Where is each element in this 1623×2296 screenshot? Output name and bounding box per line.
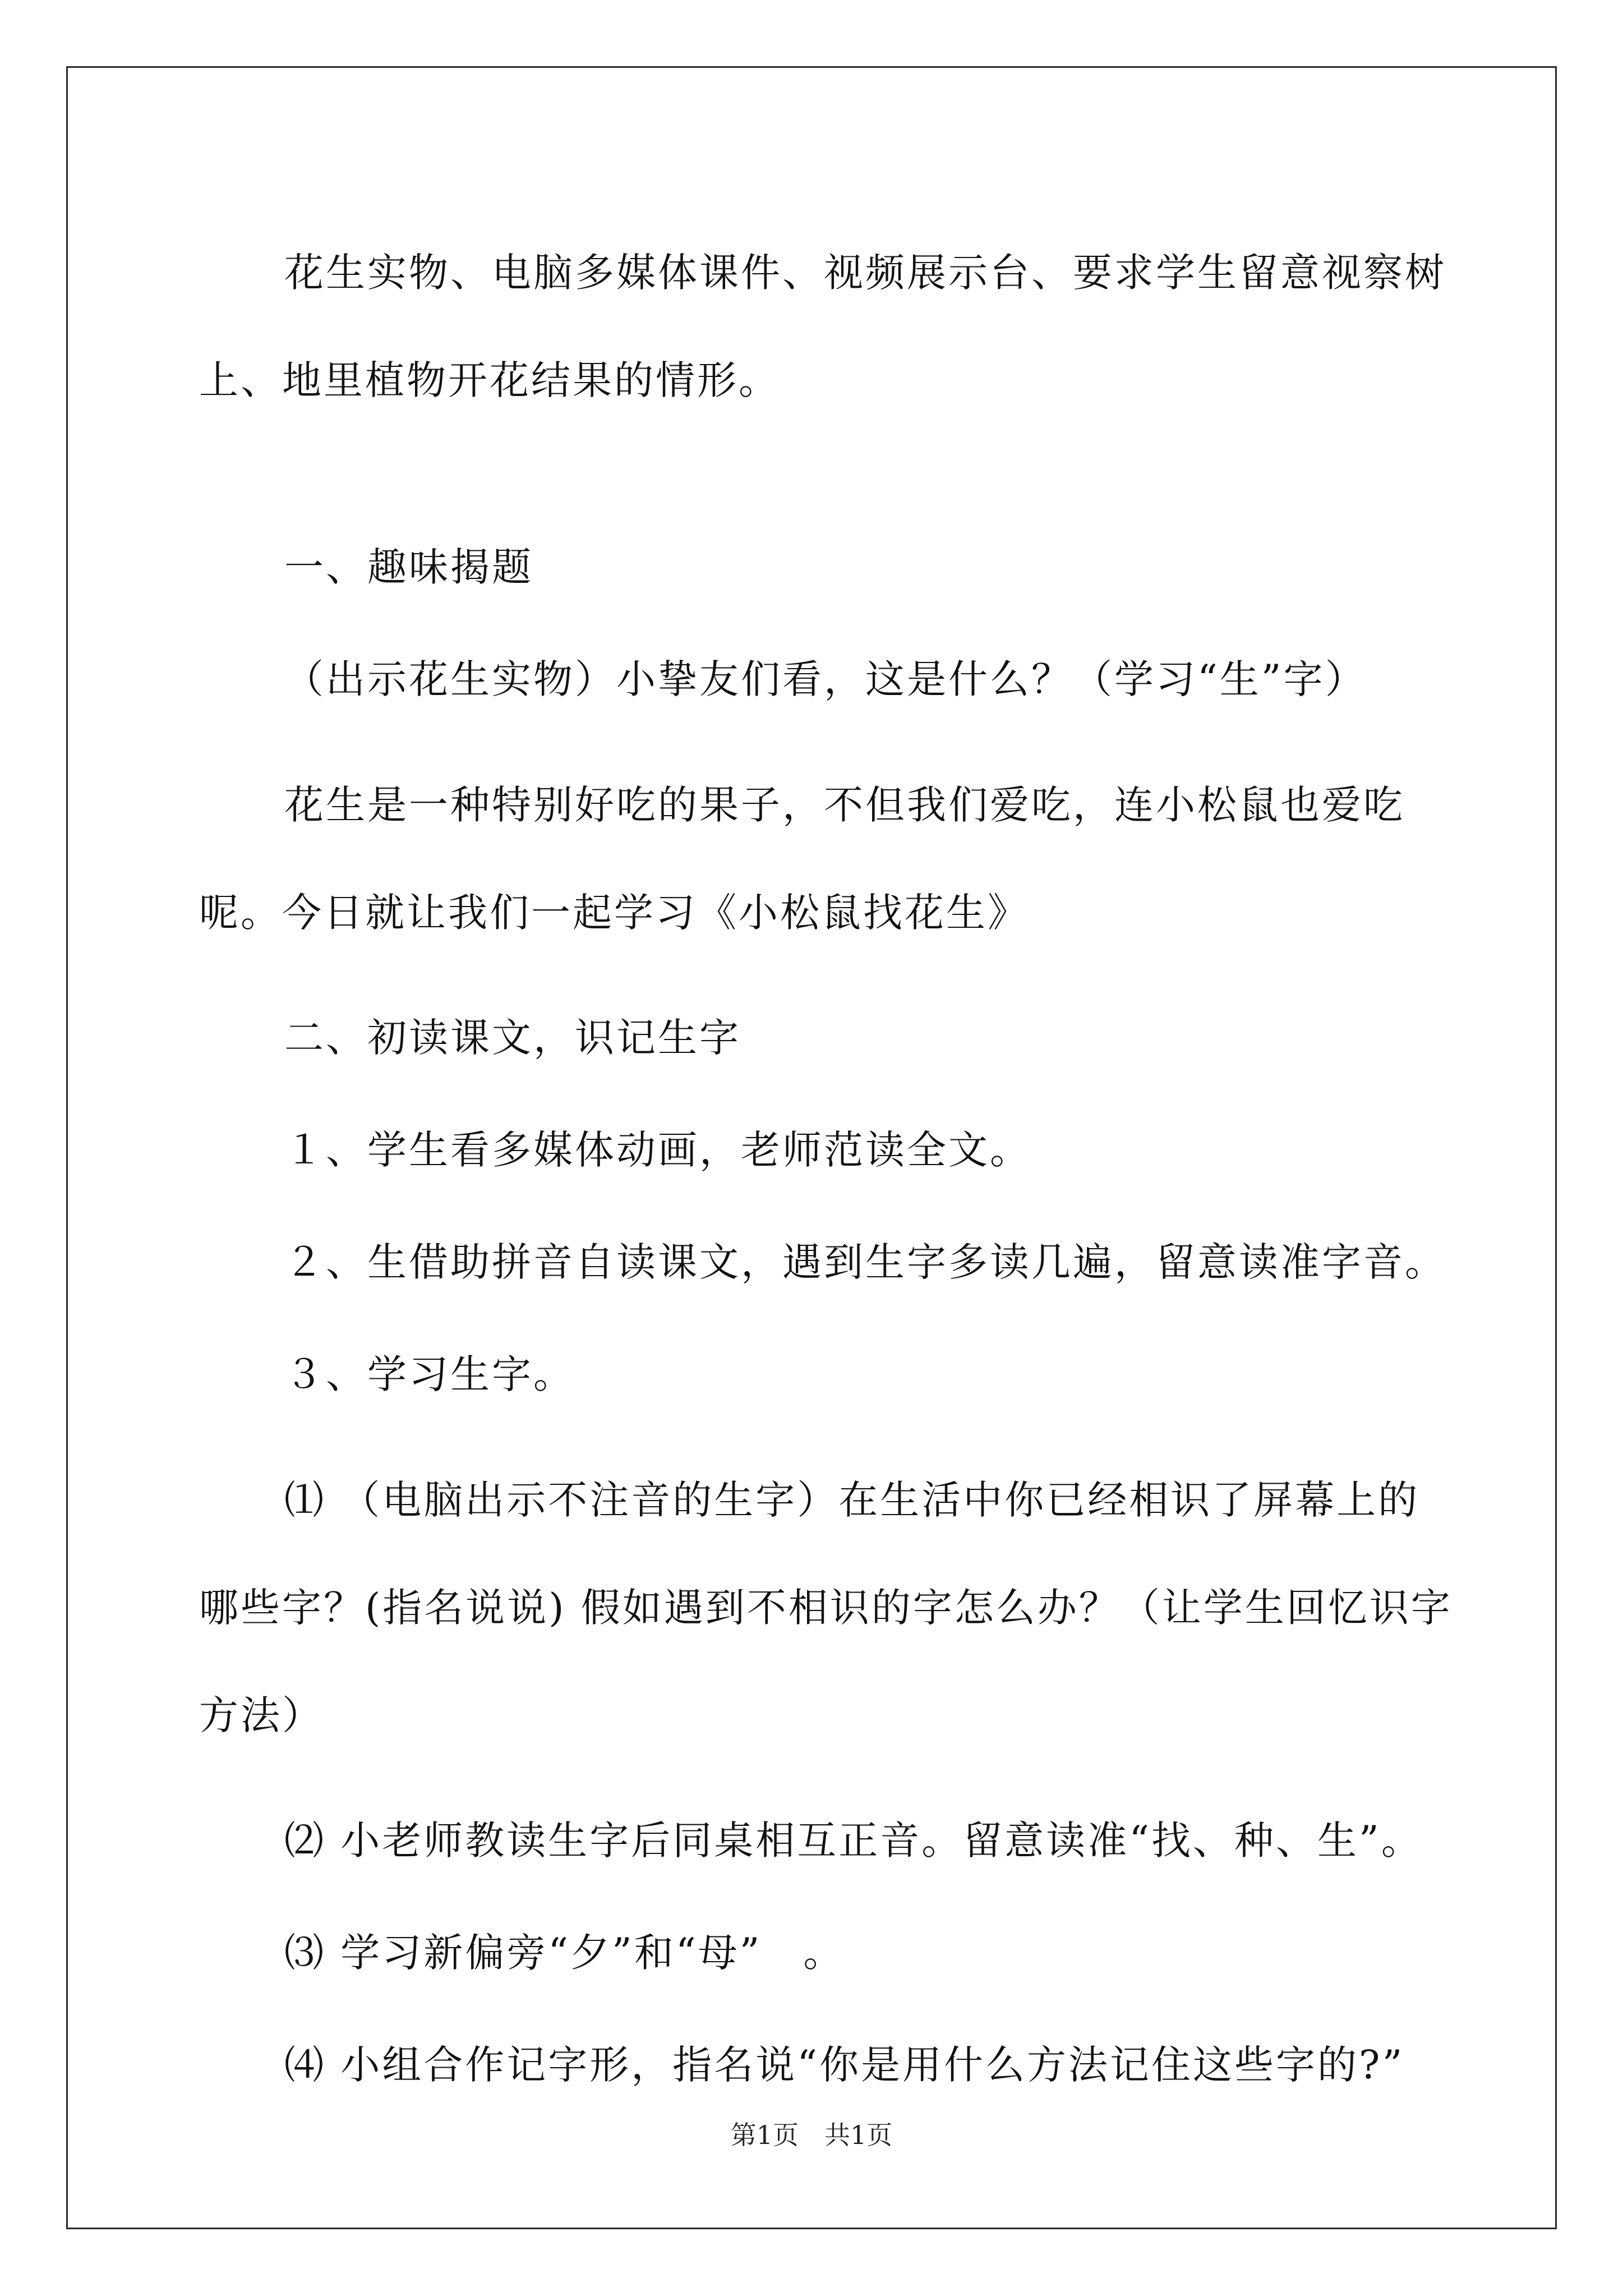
- list-item-2: ２、生借助拼音自读课文，遇到生字多读几遍，留意读准字音。: [284, 1239, 1446, 1285]
- list-item-3: ３、学习生字。: [284, 1351, 575, 1397]
- heading-section-1: 一、趣味揭题: [284, 544, 533, 590]
- sub-item-4: ⑷ 小组合作记字形，指名说“你是用什么方法记住这些字的?”: [284, 2042, 1405, 2088]
- sub-item-3: ⑶ 学习新偏旁“夕”和“母” 。: [284, 1930, 845, 1976]
- sub-item-1: ⑴ （电脑出示不注音的生字）在生活中你已经相识了屏幕上的哪些字？(指名说说) 假如遇到不相识的字怎么办？（让学生回忆识字方法）: [199, 1477, 1453, 1738]
- paragraph-intro: 花生是一种特别好吃的果子，不但我们爱吃，连小松鼠也爱吃呢。今日就让我们一起学习《小松鼠找花生》: [199, 782, 1405, 936]
- document-body: [199, 219, 1461, 2137]
- paragraph-show-peanut: （出示花生实物）小挚友们看，这是什么？（学习“生”字）: [284, 656, 1367, 702]
- paragraph-materials: 花生实物、电脑多媒体课件、视频展示台、要求学生留意视察树上、地里植物开花结果的情形。: [199, 250, 1446, 403]
- sub-item-2: ⑵ 小老师教读生字后同桌相互正音。留意读准“找、种、生”。: [284, 1818, 1423, 1864]
- heading-section-2: 二、初读课文，识记生字: [284, 1015, 741, 1061]
- page-footer: 第1页 共1页: [730, 2120, 893, 2150]
- list-item-1: １、学生看多媒体动画，老师范读全文。: [284, 1127, 1031, 1173]
